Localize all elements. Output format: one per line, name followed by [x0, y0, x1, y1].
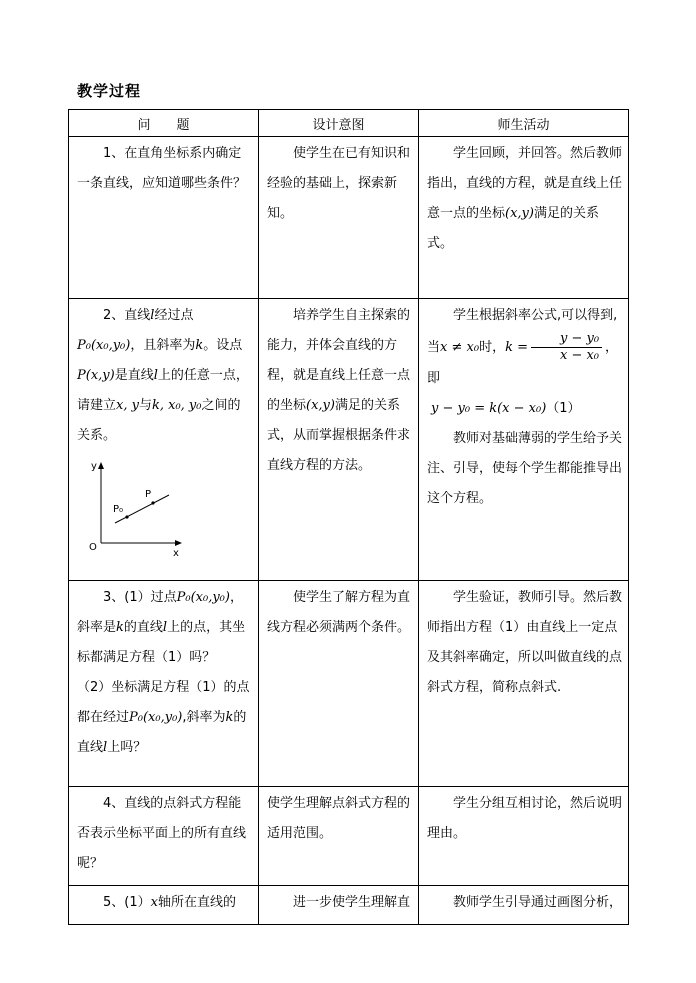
row3-q2-math-p0: P₀(x₀,y₀) [129, 710, 183, 725]
row2-q-math-k: k [195, 338, 204, 353]
row3-q2-math-k: k [225, 710, 234, 725]
row3-q2-text-2: ,斜率为 [182, 710, 226, 725]
diagram-label-y: y [91, 461, 97, 472]
row3-q-math-p0: P₀(x₀,y₀) [176, 590, 230, 605]
row3-q-math-l: l [162, 620, 168, 635]
point-p [151, 501, 154, 504]
row3-q-text-3: 的直线 [123, 620, 163, 635]
row3-question [69, 581, 259, 787]
row2-q-text-6: 上的任意一点，请建立 [77, 368, 249, 413]
row2-q-text-8: 之间的关系。 [77, 398, 241, 443]
row2-equation-line [427, 394, 622, 424]
table-row [69, 299, 629, 581]
row3-q-text-1: 3、(1）过点 [103, 590, 177, 605]
row4-intent [259, 787, 419, 886]
table-row [69, 787, 629, 886]
row2-activity-text-2: 教师对基础薄弱的学生给予关注、引导，使每个学生都能推导出这个方程。 [427, 431, 623, 506]
diagram-label-o: O [89, 542, 97, 553]
row1-intent [259, 137, 419, 299]
slope-denominator: x − x₀ [559, 348, 600, 363]
row2-question [69, 299, 259, 581]
row2-q-text-5: 是直线 [114, 368, 154, 383]
row3-intent [259, 581, 419, 787]
row3-activity-text: 学生验证，教师引导。然后教师指出方程（1）由直线上一定点及其斜率确定，所以叫做直线的点斜式方程，简称点斜式. [427, 590, 623, 695]
row3-q2-text-4: 上吗？ [107, 740, 147, 755]
row2-q-math-l2: l [153, 368, 158, 383]
slope-numerator: y − y₀ [531, 331, 602, 348]
row3-question-1 [77, 583, 252, 673]
equation-number: （1） [546, 401, 581, 416]
row1-activity-b: 满足的关系式。 [427, 206, 599, 251]
row1-activity [419, 137, 629, 299]
row2-q-math-kxy: k, x₀, y₀ [151, 398, 202, 413]
row4-question [69, 787, 259, 886]
row2-act-condition: x ≠ x₀ [440, 340, 480, 355]
table-header-row [69, 110, 629, 137]
row1-activity-a: 学生回顾，并回答。然后教师指出，直线的方程，就是直线上任意一点的坐标 [427, 146, 623, 221]
row1-activity-math: (x,y) [505, 206, 534, 221]
row4-activity [419, 787, 629, 886]
row3-q2-math-l: l [103, 740, 108, 755]
row5-q-text-1: 5、(1） [103, 895, 151, 910]
header-activity: 师生活动 [419, 110, 629, 137]
row2-question-text [77, 301, 252, 451]
row5-q-text-2: 轴所在直线的 [157, 895, 236, 910]
row2-q-text-7: 与 [138, 398, 152, 413]
row4-intent-text: 使学生理解点斜式方程的适用范围。 [267, 796, 411, 841]
table-row [69, 886, 629, 925]
row2-q-math-xy: x, y [116, 398, 139, 413]
row1-intent-text: 使学生在已有知识和经验的基础上，探索新知。 [267, 146, 411, 221]
row4-question-text: 4、直线的点斜式方程能否表示坐标平面上的所有直线呢？ [77, 796, 247, 871]
lesson-process-table [68, 109, 629, 925]
row5-intent [259, 886, 419, 925]
diagram-label-x: x [173, 548, 179, 559]
row5-activity [419, 886, 629, 925]
x-axis-arrow [175, 540, 182, 546]
header-question: 问 题 [69, 110, 259, 137]
row2-act-text-3: ，即 [427, 340, 619, 386]
row2-q-math-l: l [150, 308, 155, 323]
row2-q-math-p0: P₀(x₀,y₀) [77, 338, 131, 353]
row2-q-text-4: 。设点 [203, 338, 243, 353]
row2-q-text-3: ，且斜率为 [130, 338, 196, 353]
row3-activity [419, 581, 629, 787]
diagram-label-p: P [145, 489, 152, 500]
row2-q-text-1: 2、直线 [103, 308, 151, 323]
row5-question-text [77, 888, 252, 918]
row2-q-text-2: 经过点 [154, 308, 194, 323]
row1-activity-text [427, 139, 622, 259]
row5-activity-text: 教师学生引导通过画图分析， [453, 895, 623, 910]
row2-activity [419, 299, 629, 581]
table-row [69, 581, 629, 787]
row1-question-text: 1、在直角坐标系内确定一条直线，应知道哪些条件？ [77, 146, 247, 191]
row2-act-text-1: 学生根据斜率公式,可以得到,当 [427, 308, 618, 355]
row3-q2-text-1: （2）坐标满足方程（1）的点都在经过 [77, 680, 250, 725]
row5-question [69, 886, 259, 925]
row3-q-math-k: k [116, 620, 124, 635]
row4-activity-text: 学生分组互相讨论，然后说明理由。 [427, 796, 623, 841]
row2-intent-math: (x,y) [306, 398, 335, 413]
line-l [115, 495, 169, 523]
row3-q-text-4: 上的点，其坐标都满足方程（1）吗？ [77, 620, 246, 665]
row3-q2-text-3: 的直线 [77, 710, 247, 755]
point-slope-equation: y − y₀ = k(x − x₀) [431, 401, 547, 416]
header-design-intent: 设计意图 [259, 110, 419, 137]
table-row [69, 137, 629, 299]
section-heading: 教学过程 [77, 82, 142, 100]
y-axis-arrow [98, 462, 104, 469]
row2-activity-text-1 [427, 301, 622, 394]
row2-intent-a: 培养学生自主探索的能力，并体会直线的方程，就是直线上任意一点的坐标 [267, 308, 411, 413]
diagram-label-p0: P₀ [113, 504, 124, 515]
row2-intent-b: 满足的关系式，从而掌握根据条件求直线方程的方法。 [267, 398, 411, 473]
row1-question [69, 137, 259, 299]
row3-intent-text: 使学生了解方程为直线方程必须满两个条件。 [267, 590, 411, 635]
row3-q-text-2: ，斜率是 [77, 590, 243, 635]
row2-q-math-p: P(x,y) [77, 368, 115, 383]
slope-fraction [531, 331, 602, 364]
row2-intent [259, 299, 419, 581]
row5-q-math-x: x [150, 895, 158, 910]
row2-act-k: k = [505, 340, 528, 355]
row2-intent-text [267, 301, 412, 481]
row5-intent-text: 进一步使学生理解直 [293, 895, 411, 910]
coordinate-diagram [77, 457, 187, 559]
row2-act-text-2: 时， [479, 340, 506, 355]
row3-question-2 [77, 673, 252, 763]
point-p0 [125, 515, 128, 518]
